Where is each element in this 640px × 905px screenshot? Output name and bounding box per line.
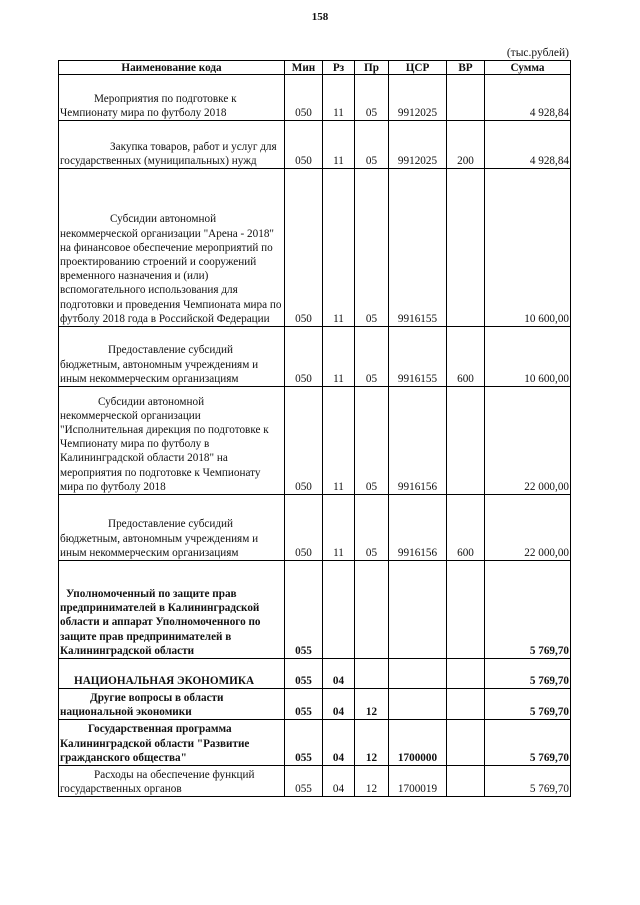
cell-vr	[447, 766, 485, 797]
cell-name: Государственная программа Калининградской области "Развитие гражданского общества"	[59, 720, 285, 766]
cell-pr: 05	[355, 169, 389, 327]
cell-name: Субсидии автономной некоммерческой организации "Исполнительная дирекция по подготовке к Чемпионату мира по футболу в Калининградской области 2018" на мероприятия по подготовке к Чемпионату мира по футболу 2018	[59, 387, 285, 495]
header-sum: Сумма	[485, 61, 571, 75]
table-row	[59, 720, 571, 766]
cell-csr	[389, 689, 447, 720]
table-row	[59, 495, 571, 561]
cell-pr	[355, 659, 389, 689]
cell-name: Уполномоченный по защите прав предпринимателей в Калининградской области и аппарат Уполномоченного по защите прав предпринимателей в Калининградской области	[59, 561, 285, 659]
cell-name: НАЦИОНАЛЬНАЯ ЭКОНОМИКА	[59, 659, 285, 689]
cell-sum: 5 769,70	[485, 659, 571, 689]
cell-vr	[447, 659, 485, 689]
cell-pr: 05	[355, 495, 389, 561]
cell-vr	[447, 75, 485, 121]
cell-name: Предоставление субсидий бюджетным, автономным учреждениям и иным некоммерческим организациям	[59, 495, 285, 561]
units-label: (тыс.рублей)	[506, 47, 569, 59]
cell-sum: 4 928,84	[485, 75, 571, 121]
cell-rz: 11	[323, 495, 355, 561]
cell-name: Субсидии автономной некоммерческой организации "Арена - 2018" на финансовое обеспечение мероприятий по проектированию строений и сооружений временного назначения и (или) вспомогательного использования для подготовки и проведения Чемпионата мира по футболу 2018 года в Российской Федерации	[59, 169, 285, 327]
cell-csr	[389, 659, 447, 689]
cell-min: 050	[285, 121, 323, 169]
cell-sum: 22 000,00	[485, 387, 571, 495]
cell-rz: 11	[323, 169, 355, 327]
cell-vr	[447, 561, 485, 659]
cell-min: 055	[285, 561, 323, 659]
cell-sum: 5 769,70	[485, 766, 571, 797]
cell-csr	[389, 561, 447, 659]
cell-min: 055	[285, 659, 323, 689]
cell-rz: 11	[323, 327, 355, 387]
cell-vr: 600	[447, 327, 485, 387]
table-row	[59, 659, 571, 689]
cell-sum: 10 600,00	[485, 327, 571, 387]
cell-csr: 1700000	[389, 720, 447, 766]
cell-pr: 12	[355, 766, 389, 797]
cell-min: 055	[285, 720, 323, 766]
table-row	[59, 75, 571, 121]
cell-pr: 05	[355, 121, 389, 169]
cell-csr: 9916155	[389, 327, 447, 387]
cell-vr: 600	[447, 495, 485, 561]
cell-csr: 1700019	[389, 766, 447, 797]
cell-pr	[355, 561, 389, 659]
cell-sum: 5 769,70	[485, 689, 571, 720]
table-row	[59, 169, 571, 327]
budget-table	[58, 60, 571, 797]
cell-name: Предоставление субсидий бюджетным, автономным учреждениям и иным некоммерческим организациям	[59, 327, 285, 387]
cell-name: Мероприятия по подготовке к Чемпионату мира по футболу 2018	[59, 75, 285, 121]
cell-rz: 11	[323, 387, 355, 495]
cell-rz: 04	[323, 689, 355, 720]
table-row	[59, 689, 571, 720]
cell-pr: 05	[355, 75, 389, 121]
page-number: 158	[311, 11, 329, 23]
cell-rz: 04	[323, 659, 355, 689]
cell-min: 050	[285, 75, 323, 121]
header-pr: Пр	[355, 61, 389, 75]
header-name: Наименование кода	[59, 61, 285, 75]
cell-pr: 05	[355, 387, 389, 495]
table-row	[59, 387, 571, 495]
table-row	[59, 327, 571, 387]
cell-rz: 11	[323, 121, 355, 169]
cell-sum: 5 769,70	[485, 720, 571, 766]
cell-rz: 04	[323, 766, 355, 797]
table-header-row	[59, 61, 571, 75]
cell-min: 050	[285, 495, 323, 561]
cell-pr: 12	[355, 689, 389, 720]
cell-min: 050	[285, 327, 323, 387]
cell-vr	[447, 169, 485, 327]
cell-csr: 9912025	[389, 75, 447, 121]
cell-name: Расходы на обеспечение функций государственных органов	[59, 766, 285, 797]
cell-name: Другие вопросы в области национальной экономики	[59, 689, 285, 720]
header-rz: Рз	[323, 61, 355, 75]
cell-vr	[447, 387, 485, 495]
cell-csr: 9916156	[389, 495, 447, 561]
header-csr: ЦСР	[389, 61, 447, 75]
cell-min: 055	[285, 689, 323, 720]
cell-sum: 4 928,84	[485, 121, 571, 169]
cell-rz: 11	[323, 75, 355, 121]
header-vr: ВР	[447, 61, 485, 75]
cell-vr: 200	[447, 121, 485, 169]
cell-min: 050	[285, 169, 323, 327]
cell-sum: 10 600,00	[485, 169, 571, 327]
cell-rz	[323, 561, 355, 659]
cell-vr	[447, 720, 485, 766]
cell-min: 050	[285, 387, 323, 495]
cell-sum: 22 000,00	[485, 495, 571, 561]
table-row	[59, 121, 571, 169]
cell-rz: 04	[323, 720, 355, 766]
table-row	[59, 561, 571, 659]
cell-sum: 5 769,70	[485, 561, 571, 659]
cell-csr: 9912025	[389, 121, 447, 169]
cell-csr: 9916155	[389, 169, 447, 327]
cell-name: Закупка товаров, работ и услуг для государственных (муниципальных) нужд	[59, 121, 285, 169]
cell-pr: 05	[355, 327, 389, 387]
cell-pr: 12	[355, 720, 389, 766]
cell-min: 055	[285, 766, 323, 797]
header-min: Мин	[285, 61, 323, 75]
cell-vr	[447, 689, 485, 720]
table-row	[59, 766, 571, 797]
cell-csr: 9916156	[389, 387, 447, 495]
